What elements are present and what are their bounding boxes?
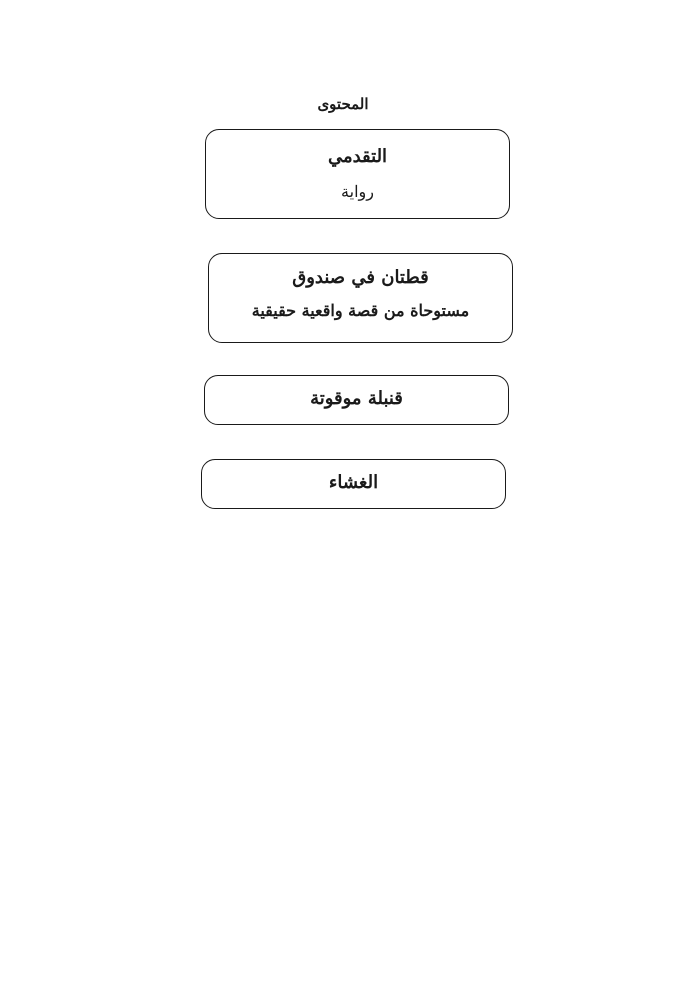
item-title: قنبلة موقوتة — [310, 388, 403, 409]
item-title: التقدمي — [327, 146, 388, 167]
item-title: الغشاء — [328, 472, 379, 493]
item-title: قطتان في صندوق — [292, 267, 429, 288]
contents-item-1 — [205, 129, 510, 219]
item-subtitle: مستوحاة من قصة واقعية حقيقية — [251, 300, 470, 320]
contents-heading: المحتوى — [317, 95, 369, 113]
contents-item-2 — [208, 253, 513, 343]
contents-item-3 — [204, 375, 509, 425]
item-subtitle: رواية — [341, 181, 374, 201]
contents-item-4 — [201, 459, 506, 509]
